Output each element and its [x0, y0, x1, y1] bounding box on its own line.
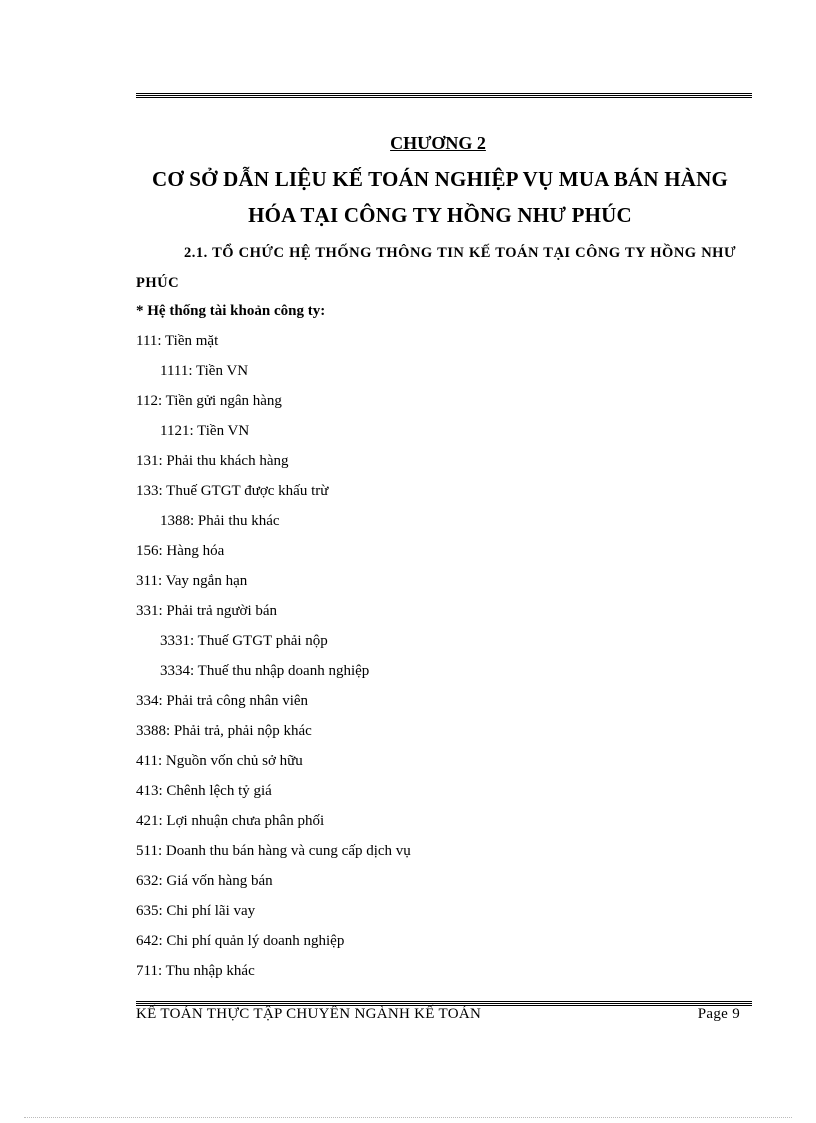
- account-code: 711: [136, 963, 158, 979]
- account-name: Phải trả người bán: [166, 603, 278, 619]
- account-item: 511: Doanh thu bán hàng và cung cấp dịch vụ: [136, 843, 411, 859]
- account-name: Nguồn vốn chủ sở hữu: [165, 753, 303, 769]
- account-code: 156: [136, 543, 159, 559]
- account-code: 3334: [160, 663, 190, 679]
- account-name: Chi phí lãi vay: [166, 903, 256, 919]
- account-item: 133: Thuế GTGT được khấu trừ: [136, 483, 329, 499]
- account-code: 1388: [160, 513, 190, 529]
- account-name: Vay ngắn hạn: [165, 573, 248, 589]
- account-code: 421: [136, 813, 159, 829]
- account-item: 635: Chi phí lãi vay: [136, 903, 256, 919]
- account-code: 1111: [160, 363, 189, 379]
- account-item: 156: Hàng hóa: [136, 543, 225, 559]
- account-item: 3334: Thuế thu nhập doanh nghiệp: [160, 663, 370, 679]
- chapter-title-line-1: CƠ SỞ DẪN LIỆU KẾ TOÁN NGHIỆP VỤ MUA BÁN HÀNG: [151, 167, 729, 191]
- header-rule: [136, 93, 752, 99]
- account-item: 3388: Phải trả, phải nộp khác: [136, 723, 312, 739]
- account-item: 411: Nguồn vốn chủ sở hữu: [136, 753, 303, 769]
- account-code: 111: [136, 333, 158, 349]
- account-item: 334: Phải trả công nhân viên: [136, 693, 309, 709]
- account-item: 3331: Thuế GTGT phải nộp: [160, 633, 328, 649]
- account-item: 311: Vay ngắn hạn: [136, 573, 248, 589]
- account-code: 411: [136, 753, 158, 769]
- account-name: Lợi nhuận chưa phân phối: [166, 813, 325, 829]
- account-name: Thuế thu nhập doanh nghiệp: [197, 663, 370, 679]
- account-name: Giá vốn hàng bán: [166, 873, 273, 889]
- account-code: 642: [136, 933, 159, 949]
- account-code: 413: [136, 783, 159, 799]
- account-name: Thu nhập khác: [165, 963, 255, 979]
- account-code: 511: [136, 843, 158, 859]
- account-item: 711: Thu nhập khác: [136, 963, 255, 979]
- account-code: 632: [136, 873, 159, 889]
- account-name: Tiền gửi ngân hàng: [165, 393, 282, 409]
- page-edge-divider: [24, 1117, 792, 1118]
- footer-title: KẾ TOÁN THỰC TẬP CHUYÊN NGÀNH KẾ TOÁN: [136, 1006, 482, 1022]
- account-system-heading: * Hệ thống tài khoản công ty:: [136, 303, 326, 319]
- account-item: 112: Tiền gửi ngân hàng: [136, 393, 282, 409]
- page-number: Page 9: [697, 1006, 740, 1022]
- account-list: [136, 328, 411, 988]
- account-name: Hàng hóa: [166, 543, 225, 559]
- account-name: Chênh lệch tỷ giá: [166, 783, 272, 799]
- section-heading: 2.1. TỔ CHỨC HỆ THỐNG THÔNG TIN KẾ TOÁN TẠI CÔNG TY HỒNG NHƯ PHÚC: [136, 245, 736, 291]
- account-item: 131: Phải thu khách hàng: [136, 453, 289, 469]
- account-code: 1121: [160, 423, 190, 439]
- account-name: Chi phí quản lý doanh nghiệp: [166, 933, 345, 949]
- account-name: Phải trả công nhân viên: [166, 693, 309, 709]
- account-code: 133: [136, 483, 159, 499]
- account-code: 131: [136, 453, 159, 469]
- chapter-title-line-2: HÓA TẠI CÔNG TY HỒNG NHƯ PHÚC: [248, 203, 632, 227]
- account-name: Phải thu khách hàng: [166, 453, 289, 469]
- account-name: Tiền mặt: [165, 333, 219, 349]
- account-code: 3388: [136, 723, 166, 739]
- account-name: Phải trả, phải nộp khác: [173, 723, 312, 739]
- account-item: 1388: Phải thu khác: [160, 513, 280, 529]
- account-item: 1121: Tiền VN: [160, 423, 250, 439]
- account-item: 421: Lợi nhuận chưa phân phối: [136, 813, 325, 829]
- account-name: Tiền VN: [196, 363, 249, 379]
- account-code: 112: [136, 393, 158, 409]
- account-code: 334: [136, 693, 159, 709]
- account-code: 635: [136, 903, 159, 919]
- account-item: 642: Chi phí quản lý doanh nghiệp: [136, 933, 345, 949]
- account-name: Phải thu khác: [197, 513, 280, 529]
- account-code: 331: [136, 603, 159, 619]
- account-item: 111: Tiền mặt: [136, 333, 219, 349]
- account-item: 413: Chênh lệch tỷ giá: [136, 783, 272, 799]
- account-item: 632: Giá vốn hàng bán: [136, 873, 273, 889]
- chapter-heading: CHƯƠNG 2: [390, 133, 486, 153]
- page-footer: [136, 1006, 740, 1023]
- account-code: 311: [136, 573, 158, 589]
- account-name: Tiền VN: [197, 423, 250, 439]
- account-name: Doanh thu bán hàng và cung cấp dịch vụ: [165, 843, 411, 859]
- account-code: 3331: [160, 633, 190, 649]
- account-name: Thuế GTGT được khấu trừ: [166, 483, 329, 499]
- account-item: 1111: Tiền VN: [160, 363, 249, 379]
- account-name: Thuế GTGT phải nộp: [197, 633, 328, 649]
- account-item: 331: Phải trả người bán: [136, 603, 278, 619]
